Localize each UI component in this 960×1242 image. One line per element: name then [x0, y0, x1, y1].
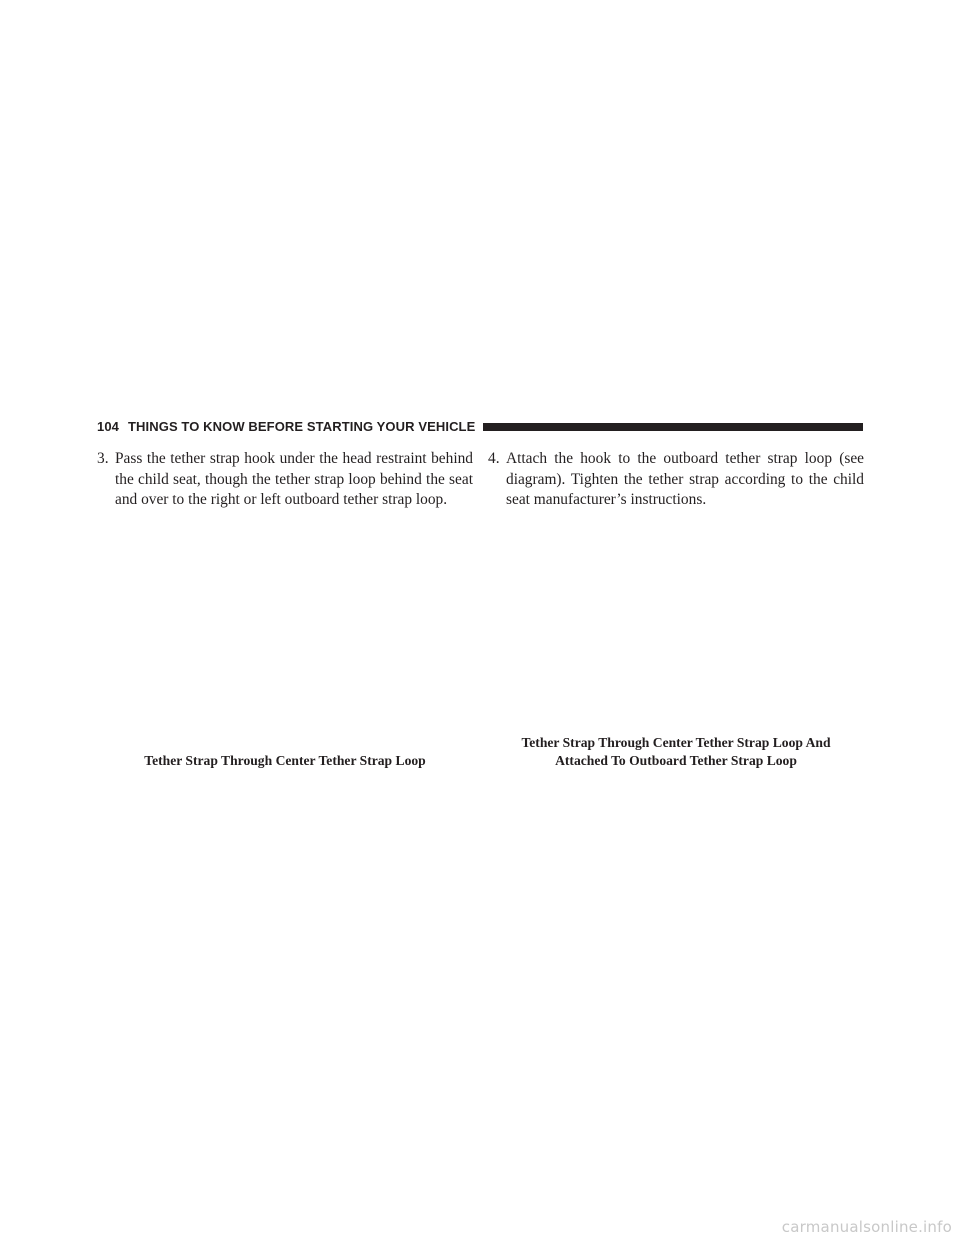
- step-text: Pass the tether strap hook under the head restraint behind the child seat, though the tether strap loop behind the seat and over to the right or left outboard tether strap loop.: [115, 450, 473, 508]
- step-number: 4.: [488, 450, 500, 467]
- figure-center-loop: [97, 540, 473, 745]
- step-number: 3.: [97, 450, 109, 467]
- caption-line-1: Tether Strap Through Center Tether Strap Loop And: [521, 735, 831, 750]
- step-3: [97, 449, 473, 511]
- page-number: 104: [97, 418, 119, 434]
- figure-outboard-loop: [488, 540, 864, 725]
- figure-caption-left: [97, 752, 473, 770]
- figure-caption-right: [488, 734, 864, 769]
- header-rule: [483, 423, 863, 431]
- caption-text: Tether Strap Through Center Tether Strap Loop: [144, 753, 426, 768]
- step-4: [488, 449, 864, 511]
- watermark: carmanualsonline.info: [781, 1218, 952, 1236]
- right-column: [488, 449, 864, 511]
- caption-line-2: Attached To Outboard Tether Strap Loop: [555, 752, 797, 768]
- step-text: Attach the hook to the outboard tether strap loop (see diagram). Tighten the tether strap according to the child seat manufacturer’s instructions.: [506, 450, 864, 508]
- left-column: [97, 449, 473, 511]
- page-header: [97, 415, 863, 437]
- section-title: THINGS TO KNOW BEFORE STARTING YOUR VEHICLE: [128, 418, 476, 434]
- header-text: [97, 419, 475, 434]
